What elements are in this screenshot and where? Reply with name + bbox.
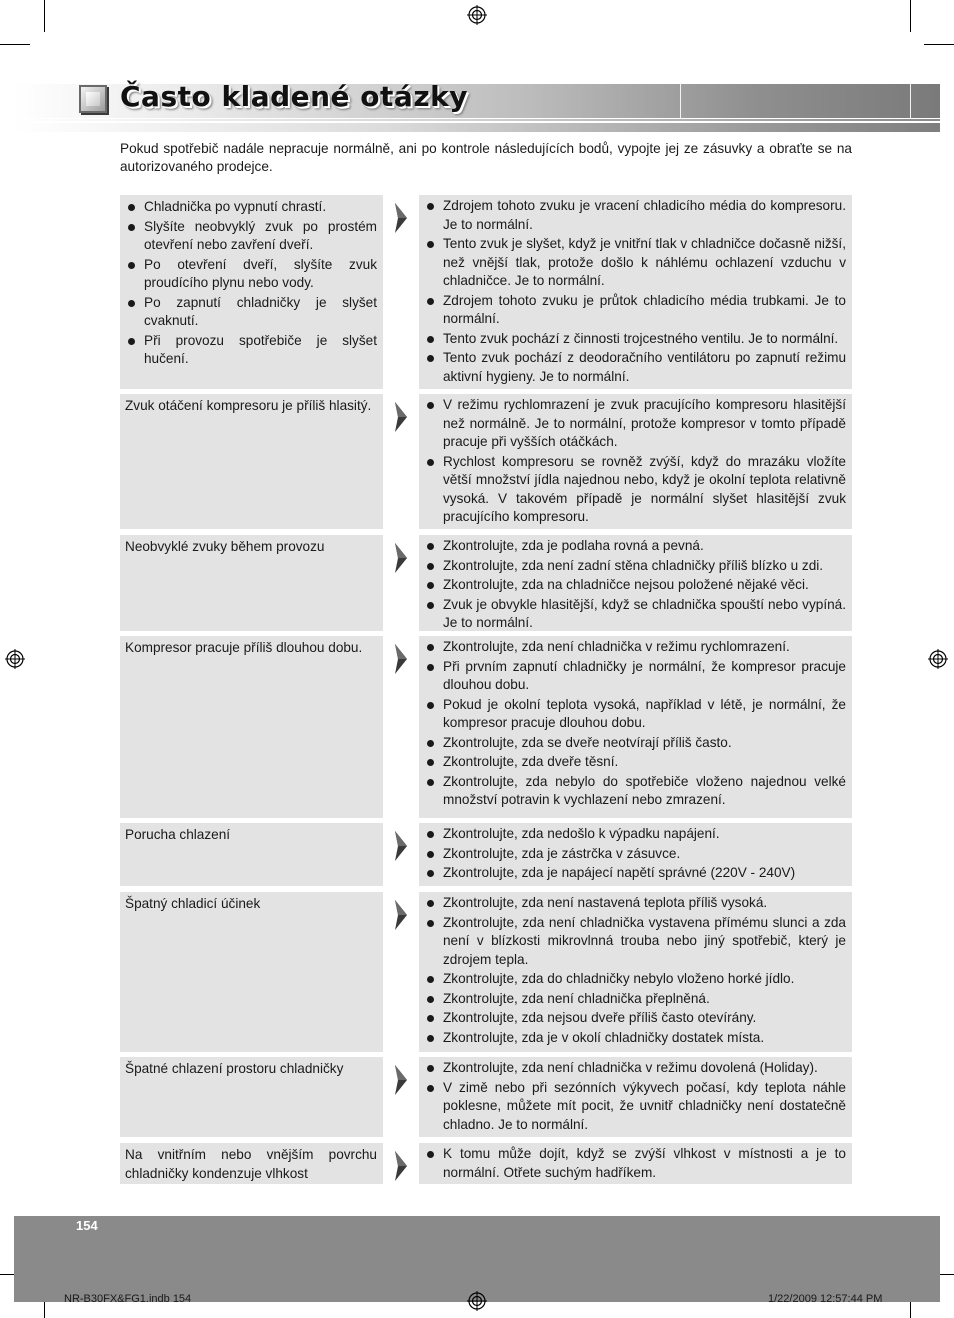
faq-row <box>120 195 852 389</box>
arrow-right-icon <box>393 898 409 932</box>
solution-cell <box>419 1057 852 1137</box>
solution-item: Zkontrolujte, zda nedošlo k výpadku napájení. <box>424 825 846 844</box>
solution-item: Zdrojem tohoto zvuku je průtok chladicího média trubkami. Je to normální. <box>424 292 846 329</box>
solution-item: Zkontrolujte, zda dveře těsní. <box>424 753 846 772</box>
registration-mark-icon <box>467 1291 487 1311</box>
solution-item: Zkontrolujte, zda je zástrčka v zásuvce. <box>424 845 846 864</box>
solution-item: Zkontrolujte, zda nebylo do spotřebiče vloženo najednou velké množství potravin k vychlazení nebo zmrazení. <box>424 773 846 810</box>
crop-mark <box>924 44 954 45</box>
arrow-right-icon <box>393 541 409 575</box>
solution-item: Tento zvuk pochází z deodoračního ventilátoru po zapnutí režimu aktivní hygieny. Je to normální. <box>424 349 846 386</box>
registration-mark-icon <box>928 649 948 669</box>
problem-cell <box>120 195 383 389</box>
problem-item: Slyšíte neobvyklý zvuk po prostém otevření nebo zavření dveří. <box>125 218 377 255</box>
problem-item: Po otevření dveří, slyšíte zvuk proudícího plynu nebo vody. <box>125 256 377 293</box>
faq-row <box>120 892 852 1052</box>
problem-cell: Porucha chlazení <box>120 823 383 886</box>
page-title: Často kladené otázky <box>120 80 468 113</box>
solution-item: Zkontrolujte, zda je podlaha rovná a pevná. <box>424 537 846 556</box>
solution-item: Zkontrolujte, zda není nastavená teplota příliš vysoká. <box>424 894 846 913</box>
arrow-right-icon <box>393 642 409 676</box>
faq-row <box>120 1143 852 1184</box>
faq-row <box>120 636 852 818</box>
problem-cell: Neobvyklé zvuky během provozu <box>120 535 383 631</box>
solution-item: Zkontrolujte, zda není chladnička přeplněná. <box>424 990 846 1009</box>
solution-item: Zkontrolujte, zda není chladnička v režimu dovolená (Holiday). <box>424 1059 846 1078</box>
registration-mark-icon <box>5 649 25 669</box>
header-divider <box>680 84 681 118</box>
solution-item: Tento zvuk je slyšet, když je vnitřní tlak v chladničce dočasně nižší, než vnější tlak, protože došlo k náhlému ochlazení vzduchu v chladničce. Je to normální. <box>424 235 846 291</box>
crop-mark <box>0 44 30 45</box>
solution-item: Zvuk je obvykle hlasitější, když se chladnička spouští nebo vypíná. Je to normální. <box>424 596 846 633</box>
faq-row <box>120 1057 852 1137</box>
problem-item: Po zapnutí chladničky je slyšet cvaknutí. <box>125 294 377 331</box>
solution-item: Zkontrolujte, zda je v okolí chladničky dostatek místa. <box>424 1029 846 1048</box>
solution-item: V režimu rychlomrazení je zvuk pracujícího kompresoru hlasitější než normálně. Je to normální, protože kompresor v tomto případě pracuje při vyšších otáčkách. <box>424 396 846 452</box>
print-slug-timestamp: 1/22/2009 12:57:44 PM <box>768 1293 883 1305</box>
solution-item: Tento zvuk pochází z činnosti trojcestného ventilu. Je to normální. <box>424 330 846 349</box>
arrow-right-icon <box>393 1063 409 1097</box>
faq-row <box>120 823 852 886</box>
problem-cell: Špatné chlazení prostoru chladničky <box>120 1057 383 1137</box>
arrow-right-icon <box>393 1149 409 1183</box>
solution-item: Zkontrolujte, zda se dveře neotvírají příliš často. <box>424 734 846 753</box>
solution-item: Při prvním zapnutí chladničky je normální, že kompresor pracuje dlouhou dobu. <box>424 658 846 695</box>
solution-cell <box>419 892 852 1052</box>
solution-item: Zkontrolujte, zda je napájecí napětí správné (220V - 240V) <box>424 864 846 883</box>
solution-item: Zkontrolujte, zda nejsou dveře příliš často otevírány. <box>424 1009 846 1028</box>
solution-cell <box>419 535 852 631</box>
solution-item: Zkontrolujte, zda není zadní stěna chladničky příliš blízko u zdi. <box>424 557 846 576</box>
crop-mark <box>44 0 45 32</box>
solution-item: Zkontrolujte, zda do chladničky nebylo vloženo horké jídlo. <box>424 970 846 989</box>
arrow-right-icon <box>393 829 409 863</box>
problem-cell: Na vnitřním nebo vnějším povrchu chladničky kondenzuje vlhkost <box>120 1143 383 1184</box>
solution-item: Zkontrolujte, zda není chladnička v režimu rychlomrazení. <box>424 638 846 657</box>
intro-text: Pokud spotřebič nadále nepracuje normálně, ani po kontrole následujících bodů, vypojte jej ze zásuvky a obraťte se na autorizovaného prodejce. <box>120 141 852 174</box>
solution-item: Zkontrolujte, zda na chladničce nejsou položené nějaké věci. <box>424 576 846 595</box>
problem-cell: Zvuk otáčení kompresoru je příliš hlasitý. <box>120 394 383 529</box>
solution-item: K tomu může dojít, když se zvýší vlhkost v místnosti a je to normální. Otřete suchým hadříkem. <box>424 1145 846 1182</box>
solution-item: Zdrojem tohoto zvuku je vracení chladicího média do kompresoru. Je to normální. <box>424 197 846 234</box>
header-divider <box>910 84 911 118</box>
problem-cell: Kompresor pracuje příliš dlouhou dobu. <box>120 636 383 818</box>
solution-cell <box>419 823 852 886</box>
solution-cell <box>419 195 852 389</box>
problem-item: Při provozu spotřebiče je slyšet hučení. <box>125 332 377 369</box>
solution-cell <box>419 1143 852 1184</box>
page-number: 154 <box>76 1218 98 1233</box>
problem-cell: Špatný chladicí účinek <box>120 892 383 1052</box>
solution-cell <box>419 394 852 529</box>
solution-cell <box>419 636 852 818</box>
problem-item: Chladnička po vypnutí chrastí. <box>125 198 377 217</box>
footer-band <box>14 1216 940 1302</box>
solution-item: V zimě nebo při sezónních výkyvech počasí, kdy teplota náhle poklesne, můžete mít pocit, že uvnitř chladničky není dostatečně chladno. Je to normální. <box>424 1079 846 1135</box>
faq-row <box>120 535 852 631</box>
title-square-icon <box>79 85 107 113</box>
print-slug-file: NR-B30FX&FG1.indb 154 <box>64 1293 192 1305</box>
solution-item: Rychlost kompresoru se rovněž zvýší, když do mrazáku vložíte větší množství jídla najednou nebo, když je okolní teplota relativně vysoká. V takovém případě je normální slyšet hlasitější zvuk pracujícího kompresoru. <box>424 453 846 527</box>
arrow-right-icon <box>393 400 409 434</box>
registration-mark-icon <box>467 5 487 25</box>
arrow-right-icon <box>393 201 409 235</box>
header-rule <box>14 123 940 132</box>
solution-item: Pokud je okolní teplota vysoká, například v létě, je normální, že kompresor pracuje dlouhou dobu. <box>424 696 846 733</box>
header-rule <box>14 119 940 121</box>
crop-mark <box>910 0 911 32</box>
solution-item: Zkontrolujte, zda není chladnička vystavena přímému slunci a zda není v blízkosti mikrovlnná trouba nebo jiný spotřebič, který je zdrojem tepla. <box>424 914 846 970</box>
faq-row <box>120 394 852 529</box>
